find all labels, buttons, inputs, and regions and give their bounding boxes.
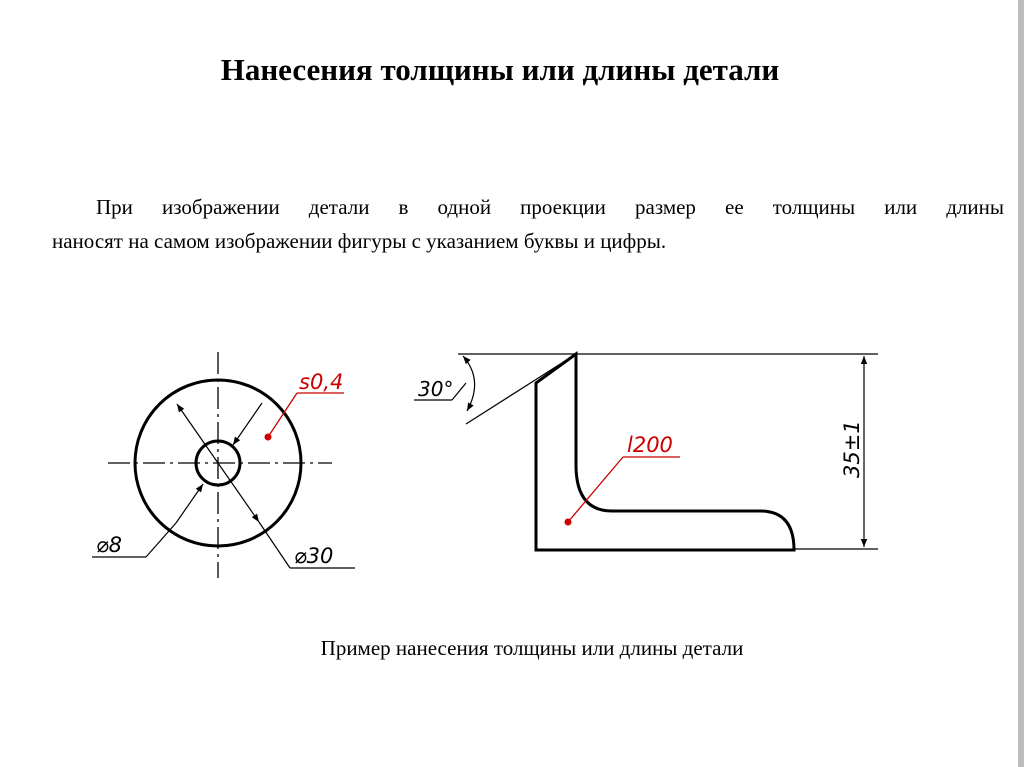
inner-diameter-label: ⌀8 [96,533,123,557]
inner-diameter-leader [146,523,176,557]
angle-leader [452,383,466,400]
paragraph-line-1: При изображении детали в одной проекции размер ее толщины или длины [96,195,1004,219]
angle-dimension-arc [463,356,475,411]
height-label: 35±1 [840,420,864,478]
length-label: l200 [627,433,673,457]
inner-diameter-arrow-bottom [176,484,203,523]
paragraph-line-2: наносят на самом изображении фигуры с указанием буквы и цифры. [52,229,667,253]
bracket-figure [414,354,878,550]
slide-title: Нанесения толщины или длины детали [220,52,780,87]
inner-diameter-extension-top [233,403,262,445]
angle-extension-inclined [466,354,576,424]
washer-figure [92,352,355,578]
angle-label: 30° [418,377,454,401]
outer-diameter-leader [259,522,290,568]
figure-caption: Пример нанесения толщины или длины детали [320,636,744,660]
outer-diameter-label: ⌀30 [294,544,334,568]
thickness-label: s0,4 [299,370,344,394]
